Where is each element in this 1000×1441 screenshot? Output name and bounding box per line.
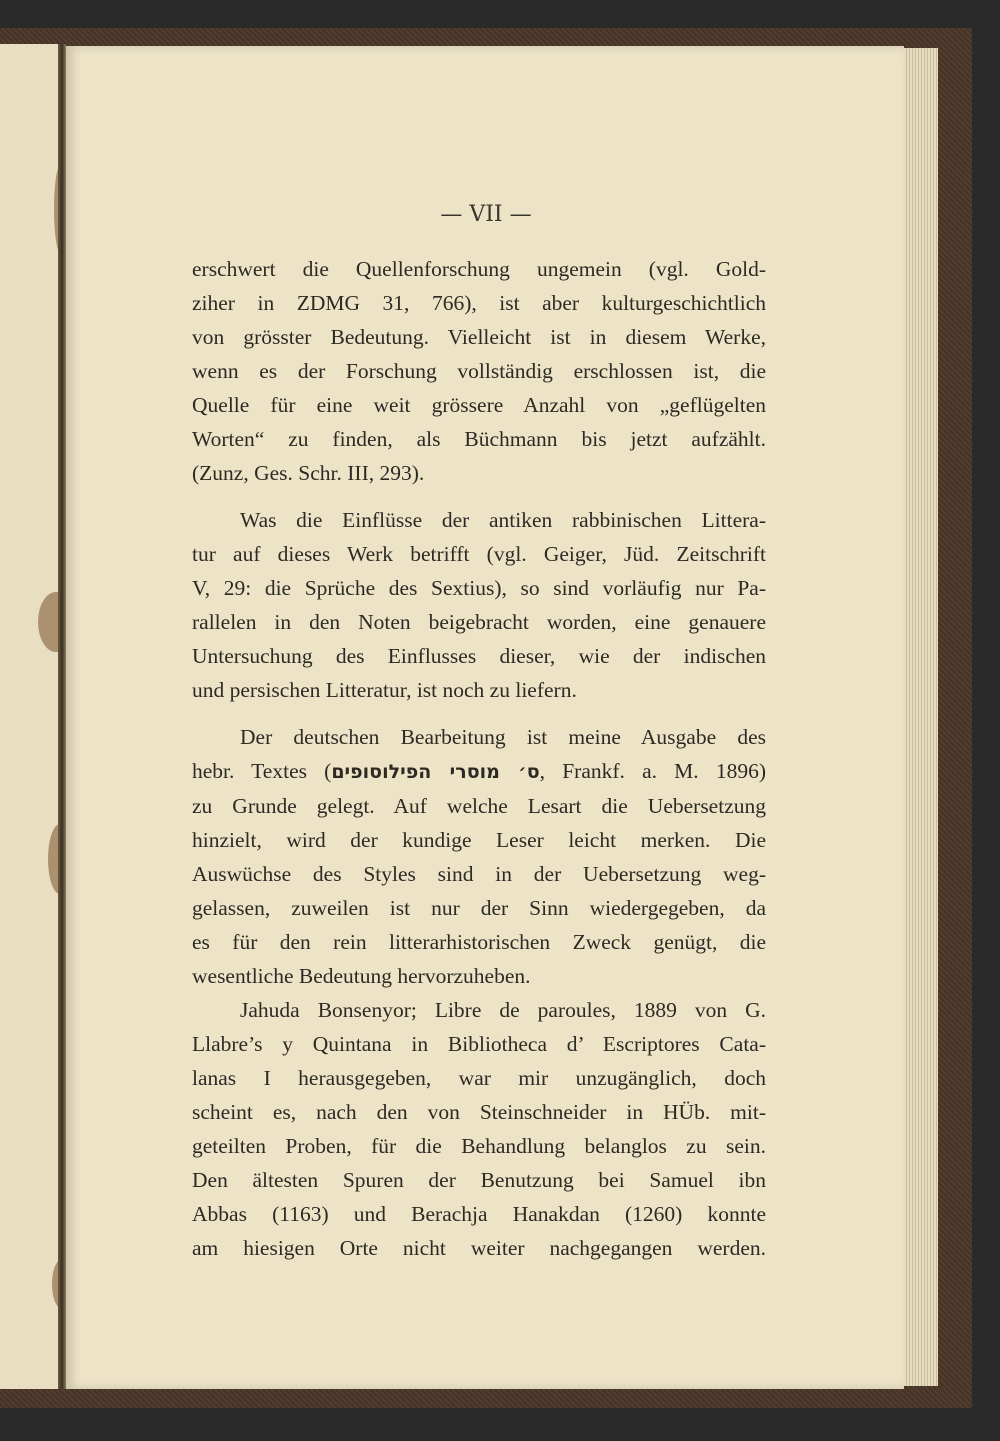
- paragraph-4: [192, 993, 766, 1265]
- text-line: am hiesigen Orte nicht weiter nachgegangen werden.: [192, 1236, 766, 1260]
- text-line: zu Grunde gelegt. Auf welche Lesart die Uebersetzung: [192, 794, 766, 818]
- text-fragment: , Frankf. a. M. 1896): [539, 759, 766, 783]
- text-line-with-hebrew: [192, 754, 766, 789]
- text-line: erschwert die Quellenforschung ungemein (vgl. Gold-: [192, 257, 766, 281]
- page-number: — VII —: [440, 202, 532, 227]
- text-line: Was die Einflüsse der antiken rabbinischen Littera-: [240, 508, 766, 532]
- text-line: Den ältesten Spuren der Benutzung bei Samuel ibn: [192, 1168, 766, 1192]
- text-line: wesentliche Bedeutung hervorzuheben.: [192, 964, 531, 988]
- paragraph-3: [192, 720, 766, 993]
- text-line: Untersuchung des Einflusses dieser, wie der indischen: [192, 644, 766, 668]
- text-line: geteilten Proben, für die Behandlung belanglos zu sein.: [192, 1134, 766, 1158]
- text-line: rallelen in den Noten beigebracht worden, eine genauere: [192, 610, 766, 634]
- text-line: und persischen Litteratur, ist noch zu liefern.: [192, 678, 577, 702]
- hebrew-title: ס׳ מוסרי הפילוסופים: [331, 761, 540, 783]
- text-line: scheint es, nach den von Steinschneider in HÜb. mit-: [192, 1100, 766, 1124]
- text-line: Llabre’s y Quintana in Bibliotheca d’ Escriptores Cata-: [192, 1032, 766, 1056]
- text-line: Worten“ zu finden, als Büchmann bis jetzt aufzählt.: [192, 427, 766, 451]
- text-line: Abbas (1163) und Berachja Hanakdan (1260) konnte: [192, 1202, 766, 1226]
- text-line: gelassen, zuweilen ist nur der Sinn wiedergegeben, da: [192, 896, 766, 920]
- text-line: es für den rein litterarhistorischen Zweck genügt, die: [192, 930, 766, 954]
- text-line: tur auf dieses Werk betrifft (vgl. Geiger, Jüd. Zeitschrift: [192, 542, 766, 566]
- page-text: [192, 252, 766, 1265]
- text-line: Quelle für eine weit grössere Anzahl von „geflügelten: [192, 393, 766, 417]
- book-page: [66, 46, 904, 1389]
- page-edges: [904, 48, 938, 1386]
- text-line: wenn es der Forschung vollständig erschlossen ist, die: [192, 359, 766, 383]
- text-line: ziher in ZDMG 31, 766), ist aber kulturgeschichtlich: [192, 291, 766, 315]
- text-line: Der deutschen Bearbeitung ist meine Ausgabe des: [240, 725, 766, 749]
- text-line: lanas I herausgegeben, war mir unzugänglich, doch: [192, 1066, 766, 1090]
- text-line: V, 29: die Sprüche des Sextius), so sind vorläufig nur Pa-: [192, 576, 766, 600]
- text-line: Jahuda Bonsenyor; Libre de paroules, 1889 von G.: [240, 998, 766, 1022]
- text-line: von grösster Bedeutung. Vielleicht ist in diesem Werke,: [192, 325, 766, 349]
- text-fragment: hebr. Textes (: [192, 759, 332, 783]
- text-line: hinzielt, wird der kundige Leser leicht merken. Die: [192, 828, 766, 852]
- paragraph-2: [192, 503, 766, 707]
- left-page-edge: [0, 44, 62, 1389]
- text-line: Auswüchse des Styles sind in der Uebersetzung weg-: [192, 862, 766, 886]
- book-gutter: [58, 44, 66, 1389]
- paragraph-1: [192, 252, 766, 490]
- text-line: (Zunz, Ges. Schr. III, 293).: [192, 461, 425, 485]
